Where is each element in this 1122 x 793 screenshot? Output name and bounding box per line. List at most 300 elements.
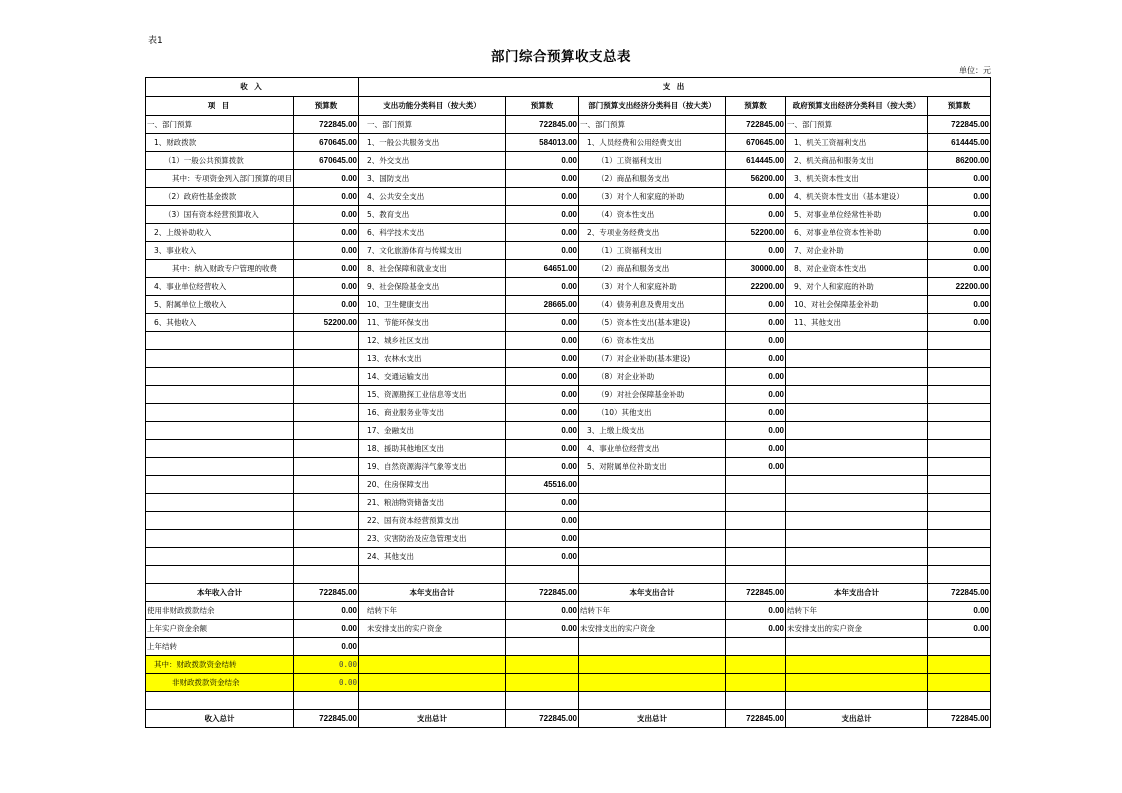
budget-amount-cell: 0.00: [928, 188, 991, 206]
item-label-cell: 1、财政拨款: [146, 134, 294, 152]
budget-amount-cell: 722845.00: [928, 710, 991, 728]
budget-amount-cell: [726, 530, 786, 548]
budget-amount-cell: 0.00: [726, 404, 786, 422]
budget-amount-cell: 0.00: [726, 350, 786, 368]
budget-amount-cell: [928, 638, 991, 656]
item-label-cell: 一、部门预算: [146, 116, 294, 134]
budget-amount-cell: 0.00: [506, 152, 579, 170]
item-label-cell: 6、科学技术支出: [359, 224, 506, 242]
item-label-cell: （3）对个人和家庭的补助: [579, 188, 726, 206]
item-label-cell: 1、机关工资福利支出: [786, 134, 928, 152]
budget-amount-cell: 0.00: [726, 332, 786, 350]
budget-amount-cell: 0.00: [506, 440, 579, 458]
budget-amount-cell: [294, 566, 359, 584]
budget-amount-cell: 0.00: [294, 296, 359, 314]
item-label-cell: [146, 368, 294, 386]
budget-amount-cell: 0.00: [294, 206, 359, 224]
budget-amount-cell: [294, 530, 359, 548]
budget-amount-cell: 0.00: [506, 170, 579, 188]
budget-amount-cell: [928, 566, 991, 584]
col-header-dept-econ-class: 部门预算支出经济分类科目（按大类）: [579, 97, 726, 116]
budget-amount-cell: 722845.00: [506, 116, 579, 134]
budget-amount-cell: [294, 548, 359, 566]
item-label-cell: （2）商品和服务支出: [579, 260, 726, 278]
grand-total-row: [146, 710, 991, 728]
item-label-cell: 支出总计: [579, 710, 726, 728]
budget-amount-cell: [928, 350, 991, 368]
item-label-cell: [146, 422, 294, 440]
item-label-cell: [786, 458, 928, 476]
item-label-cell: 2、机关商品和服务支出: [786, 152, 928, 170]
budget-amount-cell: [928, 386, 991, 404]
item-label-cell: 14、交通运输支出: [359, 368, 506, 386]
col-header-budget: 预算数: [506, 97, 579, 116]
table-row: [146, 386, 991, 404]
budget-amount-cell: 56200.00: [726, 170, 786, 188]
budget-amount-cell: [506, 638, 579, 656]
table-row: [146, 332, 991, 350]
table-row: [146, 170, 991, 188]
budget-amount-cell: [294, 476, 359, 494]
budget-amount-cell: 0.00: [928, 296, 991, 314]
empty-cell: [146, 692, 294, 710]
budget-amount-cell: 52200.00: [726, 224, 786, 242]
item-label-cell: 使用非财政拨款结余: [146, 602, 294, 620]
budget-amount-cell: 64651.00: [506, 260, 579, 278]
budget-amount-cell: 0.00: [928, 242, 991, 260]
budget-amount-cell: 0.00: [506, 620, 579, 638]
budget-amount-cell: 0.00: [294, 188, 359, 206]
budget-amount-cell: [928, 494, 991, 512]
budget-amount-cell: 0.00: [506, 314, 579, 332]
item-label-cell: [786, 404, 928, 422]
item-label-cell: 结转下年: [359, 602, 506, 620]
highlight-cell: [359, 656, 506, 674]
item-label-cell: [146, 566, 294, 584]
budget-amount-cell: 0.00: [726, 206, 786, 224]
budget-amount-cell: [726, 512, 786, 530]
col-header-item: 项 目: [146, 97, 294, 116]
budget-amount-cell: 0.00: [928, 206, 991, 224]
item-label-cell: 20、住房保障支出: [359, 476, 506, 494]
budget-amount-cell: [928, 512, 991, 530]
budget-amount-cell: 722845.00: [294, 710, 359, 728]
budget-amount-cell: 614445.00: [726, 152, 786, 170]
item-label-cell: （1）工资福利支出: [579, 242, 726, 260]
empty-cell: [786, 692, 928, 710]
item-label-cell: 11、节能环保支出: [359, 314, 506, 332]
item-label-cell: [786, 350, 928, 368]
budget-amount-cell: 0.00: [726, 314, 786, 332]
budget-amount-cell: [928, 404, 991, 422]
item-label-cell: [146, 350, 294, 368]
budget-amount-cell: 722845.00: [506, 710, 579, 728]
budget-amount-cell: 670645.00: [294, 152, 359, 170]
budget-amount-cell: 584013.00: [506, 134, 579, 152]
budget-amount-cell: 0.00: [726, 386, 786, 404]
budget-amount-cell: [294, 422, 359, 440]
table-row: [146, 188, 991, 206]
item-label-cell: [579, 638, 726, 656]
table-row: [146, 458, 991, 476]
budget-amount-cell: 0.00: [726, 620, 786, 638]
item-label-cell: [786, 548, 928, 566]
budget-amount-cell: [294, 494, 359, 512]
budget-amount-cell: 722845.00: [506, 584, 579, 602]
item-label-cell: [579, 476, 726, 494]
item-label-cell: [146, 458, 294, 476]
balance-row: [146, 602, 991, 620]
item-label-cell: 16、商业服务业等支出: [359, 404, 506, 422]
table-row: [146, 512, 991, 530]
table-label: 表1: [148, 36, 163, 46]
budget-amount-cell: 0.00: [294, 260, 359, 278]
col-header-budget: 预算数: [726, 97, 786, 116]
item-label-cell: 结转下年: [579, 602, 726, 620]
budget-amount-cell: 0.00: [726, 422, 786, 440]
table-row: [146, 476, 991, 494]
col-header-function-class: 支出功能分类科目（按大类）: [359, 97, 506, 116]
highlight-cell: [579, 656, 726, 674]
item-label-cell: 支出总计: [359, 710, 506, 728]
item-label-cell: 收入总计: [146, 710, 294, 728]
highlight-cell: [928, 674, 991, 692]
year-total-row: [146, 584, 991, 602]
item-label-cell: 一、部门预算: [786, 116, 928, 134]
table-row: [146, 350, 991, 368]
budget-amount-cell: [726, 476, 786, 494]
table-row: [146, 152, 991, 170]
budget-amount-cell: 0.00: [726, 602, 786, 620]
item-label-cell: 支出总计: [786, 710, 928, 728]
item-label-cell: 6、对事业单位资本性补助: [786, 224, 928, 242]
item-label-cell: （4）债务利息及费用支出: [579, 296, 726, 314]
budget-amount-cell: [928, 548, 991, 566]
table-row: [146, 260, 991, 278]
table-row: [146, 134, 991, 152]
highlight-cell: [786, 674, 928, 692]
budget-amount-cell: 0.00: [928, 224, 991, 242]
item-label-cell: （6）资本性支出: [579, 332, 726, 350]
item-label-cell: 21、粮油物资储备支出: [359, 494, 506, 512]
item-label-cell: （5）资本性支出(基本建设): [579, 314, 726, 332]
table-row: [146, 440, 991, 458]
page-title: 部门综合预算收支总表: [491, 49, 631, 65]
budget-amount-cell: 722845.00: [294, 584, 359, 602]
budget-amount-cell: 670645.00: [294, 134, 359, 152]
item-label-cell: [786, 386, 928, 404]
carryover-row: [146, 674, 991, 692]
budget-amount-cell: 722845.00: [928, 116, 991, 134]
empty-cell: [726, 692, 786, 710]
budget-amount-cell: [928, 440, 991, 458]
item-label-cell: （4）资本性支出: [579, 206, 726, 224]
item-label-cell: 8、对企业资本性支出: [786, 260, 928, 278]
budget-amount-cell: 0.00: [726, 440, 786, 458]
table-row: [146, 242, 991, 260]
item-label-cell: 17、金融支出: [359, 422, 506, 440]
item-label-cell: [146, 548, 294, 566]
item-label-cell: [146, 332, 294, 350]
item-label-cell: 3、上缴上级支出: [579, 422, 726, 440]
budget-amount-cell: 0.00: [506, 548, 579, 566]
table-row: [146, 206, 991, 224]
budget-summary-table: [145, 77, 991, 728]
table-row: [146, 314, 991, 332]
item-label-cell: 23、灾害防治及应急管理支出: [359, 530, 506, 548]
budget-amount-cell: 0.00: [928, 260, 991, 278]
highlight-cell: [786, 656, 928, 674]
budget-amount-cell: 722845.00: [726, 116, 786, 134]
item-label-cell: [579, 494, 726, 512]
item-label-cell: [786, 530, 928, 548]
budget-amount-cell: [928, 530, 991, 548]
item-label-cell: （2）商品和服务支出: [579, 170, 726, 188]
table-row: [146, 566, 991, 584]
empty-cell: [294, 692, 359, 710]
item-label-cell: 未安排支出的实户资金: [359, 620, 506, 638]
budget-amount-cell: 22200.00: [928, 278, 991, 296]
carryover-amount: 0.00: [294, 674, 359, 692]
budget-amount-cell: 28665.00: [506, 296, 579, 314]
budget-amount-cell: 722845.00: [928, 584, 991, 602]
item-label-cell: 3、事业收入: [146, 242, 294, 260]
item-label-cell: （1）一般公共预算拨款: [146, 152, 294, 170]
budget-amount-cell: [726, 494, 786, 512]
budget-amount-cell: 30000.00: [726, 260, 786, 278]
budget-amount-cell: [726, 638, 786, 656]
item-label-cell: 5、附属单位上缴收入: [146, 296, 294, 314]
budget-amount-cell: 722845.00: [726, 584, 786, 602]
budget-amount-cell: [928, 422, 991, 440]
item-label-cell: [146, 512, 294, 530]
highlight-cell: [928, 656, 991, 674]
budget-amount-cell: 0.00: [726, 296, 786, 314]
budget-amount-cell: 0.00: [294, 620, 359, 638]
col-header-gov-econ-class: 政府预算支出经济分类科目（按大类）: [786, 97, 928, 116]
item-label-cell: [786, 494, 928, 512]
item-label-cell: 未安排支出的实户资金: [579, 620, 726, 638]
item-label-cell: [146, 530, 294, 548]
budget-amount-cell: 86200.00: [928, 152, 991, 170]
item-label-cell: 结转下年: [786, 602, 928, 620]
expense-section-header: 支 出: [359, 78, 991, 97]
item-label-cell: [786, 440, 928, 458]
item-label-cell: 10、对社会保障基金补助: [786, 296, 928, 314]
item-label-cell: [146, 404, 294, 422]
item-label-cell: 12、城乡社区支出: [359, 332, 506, 350]
balance-row: [146, 638, 991, 656]
budget-amount-cell: 0.00: [506, 350, 579, 368]
item-label-cell: [786, 512, 928, 530]
item-label-cell: 8、社会保障和就业支出: [359, 260, 506, 278]
empty-cell: [359, 692, 506, 710]
item-label-cell: （7）对企业补助(基本建设): [579, 350, 726, 368]
item-label-cell: [786, 368, 928, 386]
budget-amount-cell: 0.00: [294, 224, 359, 242]
item-label-cell: 5、对事业单位经常性补助: [786, 206, 928, 224]
budget-amount-cell: 52200.00: [294, 314, 359, 332]
budget-amount-cell: 0.00: [506, 494, 579, 512]
table-row: [146, 224, 991, 242]
item-label-cell: [786, 332, 928, 350]
budget-amount-cell: [294, 368, 359, 386]
item-label-cell: 7、对企业补助: [786, 242, 928, 260]
budget-amount-cell: 0.00: [928, 170, 991, 188]
section-header-row: [146, 78, 991, 97]
item-label-cell: [359, 638, 506, 656]
column-header-row: [146, 97, 991, 116]
budget-amount-cell: 22200.00: [726, 278, 786, 296]
spacer-row: [146, 692, 991, 710]
highlight-cell: [726, 656, 786, 674]
item-label-cell: 一、部门预算: [579, 116, 726, 134]
budget-amount-cell: 0.00: [726, 242, 786, 260]
item-label-cell: 一、部门预算: [359, 116, 506, 134]
empty-cell: [506, 692, 579, 710]
item-label-cell: [146, 494, 294, 512]
budget-amount-cell: 0.00: [726, 368, 786, 386]
item-label-cell: [146, 386, 294, 404]
budget-amount-cell: 0.00: [506, 242, 579, 260]
budget-amount-cell: [928, 458, 991, 476]
table-row: [146, 116, 991, 134]
item-label-cell: （2）政府性基金拨款: [146, 188, 294, 206]
unit-label: 单位：元: [959, 66, 991, 75]
budget-amount-cell: [294, 404, 359, 422]
budget-amount-cell: 722845.00: [726, 710, 786, 728]
budget-amount-cell: 0.00: [506, 278, 579, 296]
item-label-cell: [786, 422, 928, 440]
item-label-cell: [146, 440, 294, 458]
highlight-cell: [726, 674, 786, 692]
item-label-cell: 24、其他支出: [359, 548, 506, 566]
item-label-cell: 其中：纳入财政专户管理的收费: [146, 260, 294, 278]
budget-amount-cell: [506, 566, 579, 584]
budget-amount-cell: 0.00: [294, 602, 359, 620]
budget-amount-cell: 0.00: [506, 386, 579, 404]
item-label-cell: 18、援助其他地区支出: [359, 440, 506, 458]
item-label-cell: 4、事业单位经营支出: [579, 440, 726, 458]
budget-amount-cell: 0.00: [506, 368, 579, 386]
budget-amount-cell: 0.00: [506, 530, 579, 548]
budget-amount-cell: 0.00: [506, 206, 579, 224]
item-label-cell: 1、人员经费和公用经费支出: [579, 134, 726, 152]
item-label-cell: 本年支出合计: [786, 584, 928, 602]
item-label-cell: 3、国防支出: [359, 170, 506, 188]
item-label-cell: [579, 548, 726, 566]
table-row: [146, 548, 991, 566]
budget-amount-cell: 0.00: [726, 188, 786, 206]
budget-amount-cell: 0.00: [506, 458, 579, 476]
item-label-cell: 未安排支出的实户资金: [786, 620, 928, 638]
carryover-row: [146, 656, 991, 674]
table-row: [146, 296, 991, 314]
balance-row: [146, 620, 991, 638]
budget-amount-cell: 722845.00: [294, 116, 359, 134]
budget-amount-cell: 0.00: [294, 278, 359, 296]
highlight-cell: [506, 674, 579, 692]
item-label-cell: 19、自然资源海洋气象等支出: [359, 458, 506, 476]
item-label-cell: [146, 476, 294, 494]
item-label-cell: 2、上级补助收入: [146, 224, 294, 242]
item-label-cell: [579, 530, 726, 548]
table-row: [146, 494, 991, 512]
budget-amount-cell: 0.00: [506, 224, 579, 242]
item-label-cell: 上年结转: [146, 638, 294, 656]
item-label-cell: 1、一般公共服务支出: [359, 134, 506, 152]
table-row: [146, 530, 991, 548]
item-label-cell: （1）工资福利支出: [579, 152, 726, 170]
budget-amount-cell: 0.00: [928, 314, 991, 332]
carryover-label: 非财政拨款资金结余: [146, 674, 294, 692]
col-header-budget: 预算数: [928, 97, 991, 116]
table-row: [146, 368, 991, 386]
empty-cell: [928, 692, 991, 710]
item-label-cell: 15、资源勘探工业信息等支出: [359, 386, 506, 404]
item-label-cell: 本年收入合计: [146, 584, 294, 602]
carryover-label: 其中：财政拨款资金结转: [146, 656, 294, 674]
budget-amount-cell: 0.00: [506, 422, 579, 440]
highlight-cell: [359, 674, 506, 692]
item-label-cell: 2、外交支出: [359, 152, 506, 170]
table-row: [146, 404, 991, 422]
income-section-header: 收 入: [146, 78, 359, 97]
item-label-cell: 7、文化旅游体育与传媒支出: [359, 242, 506, 260]
budget-amount-cell: [928, 368, 991, 386]
item-label-cell: 9、对个人和家庭的补助: [786, 278, 928, 296]
highlight-cell: [579, 674, 726, 692]
item-label-cell: （3）对个人和家庭补助: [579, 278, 726, 296]
item-label-cell: （8）对企业补助: [579, 368, 726, 386]
item-label-cell: [786, 638, 928, 656]
item-label-cell: 5、对附属单位补助支出: [579, 458, 726, 476]
item-label-cell: 上年实户资金余额: [146, 620, 294, 638]
item-label-cell: （9）对社会保障基金补助: [579, 386, 726, 404]
budget-amount-cell: 0.00: [928, 602, 991, 620]
item-label-cell: 9、社会保险基金支出: [359, 278, 506, 296]
budget-amount-cell: 45516.00: [506, 476, 579, 494]
budget-amount-cell: 670645.00: [726, 134, 786, 152]
budget-amount-cell: 0.00: [294, 170, 359, 188]
item-label-cell: （10）其他支出: [579, 404, 726, 422]
item-label-cell: [359, 566, 506, 584]
budget-amount-cell: [294, 440, 359, 458]
item-label-cell: 4、公共安全支出: [359, 188, 506, 206]
highlight-cell: [506, 656, 579, 674]
budget-amount-cell: 0.00: [928, 620, 991, 638]
budget-amount-cell: 614445.00: [928, 134, 991, 152]
table-row: [146, 422, 991, 440]
table-row: [146, 278, 991, 296]
item-label-cell: 2、专项业务经费支出: [579, 224, 726, 242]
budget-amount-cell: 0.00: [294, 638, 359, 656]
item-label-cell: [579, 512, 726, 530]
item-label-cell: 其中：专项资金列入部门预算的项目: [146, 170, 294, 188]
budget-amount-cell: [294, 386, 359, 404]
budget-amount-cell: [294, 512, 359, 530]
budget-amount-cell: 0.00: [506, 332, 579, 350]
item-label-cell: （3）国有资本经营预算收入: [146, 206, 294, 224]
item-label-cell: 本年支出合计: [579, 584, 726, 602]
item-label-cell: 13、农林水支出: [359, 350, 506, 368]
budget-amount-cell: [726, 566, 786, 584]
budget-amount-cell: 0.00: [506, 404, 579, 422]
budget-amount-cell: [294, 350, 359, 368]
budget-amount-cell: 0.00: [506, 512, 579, 530]
budget-amount-cell: 0.00: [506, 602, 579, 620]
budget-amount-cell: [928, 476, 991, 494]
